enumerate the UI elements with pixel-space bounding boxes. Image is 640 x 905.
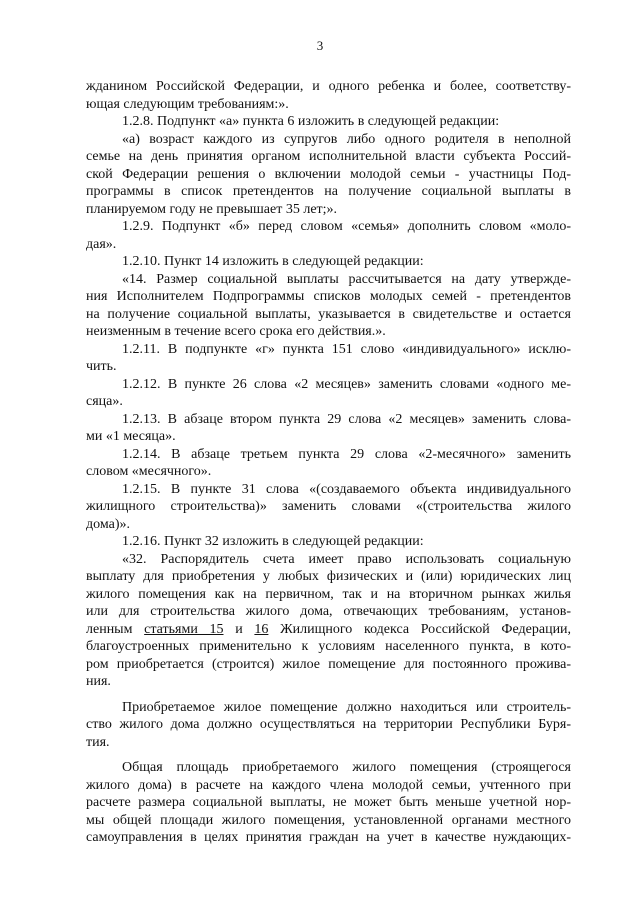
text-line: программы в список претендентов на получение социальной выплаты в [86, 184, 571, 199]
text-fragment: ленным [86, 621, 133, 637]
text-line: ния Исполнителем Подпрограммы списков молодых семей - претендентов [86, 289, 571, 304]
document-body [86, 78, 571, 847]
text-line: дая». [86, 236, 117, 252]
text-line: жилого дома) в расчете на каждого члена молодой семьи, учтенного при [86, 777, 571, 793]
text-line: выплату для приобретения у любых физических и (или) юридических лиц [86, 569, 571, 584]
text-line: 1.2.11. В подпункте «г» пункта 151 слово «индивидуального» исклю- [122, 341, 571, 357]
text-line: семье на день принятия органом исполнительной власти субъекта Россий- [86, 149, 571, 164]
text-line: чить. [86, 359, 117, 374]
text-line: ми «1 месяца». [86, 429, 176, 444]
text-fragment: и [235, 621, 243, 637]
text-line: планируемом году не превышает 35 лет;». [86, 201, 338, 217]
text-line: благоустроенных применительно к условиям населенного пункта, в кото- [86, 639, 571, 654]
text-line: 1.2.16. Пункт 32 изложить в следующей редакции: [122, 534, 424, 549]
text-line: сяца». [86, 394, 123, 409]
text-line: 1.2.9. Подпункт «б» перед словом «семья» дополнить словом «моло- [122, 219, 571, 234]
text-line: 1.2.14. В абзаце третьем пункта 29 слова «2-месячного» заменить [122, 446, 571, 462]
text-line: Приобретаемое жилое помещение должно находиться или строитель- [122, 699, 571, 715]
text-line: жданином Российской Федерации, и одного ребенка и более, соответству- [86, 79, 571, 94]
text-line: «а) возраст каждого из супругов либо одного родителя в неполной [122, 131, 571, 147]
text-fragment: Жилищного кодекса Российской Федерации, [280, 621, 572, 637]
text-line: неизменным в течение всего срока его действия.». [86, 324, 386, 339]
text-line: словом «месячного». [86, 464, 212, 479]
text-line: 1.2.12. В пункте 26 слова «2 месяцев» заменить словами «одного ме- [122, 376, 571, 392]
text-line-with-links [86, 621, 571, 639]
text-line: самоуправления в целях принятия граждан на учет в качестве нуждающих- [86, 830, 571, 845]
text-line: 1.2.8. Подпункт «а» пункта 6 изложить в следующей редакции: [122, 114, 500, 129]
text-line: тия. [86, 734, 110, 750]
text-line: или для строительства жилого дома, отвечающих требованиям, установ- [86, 604, 571, 619]
text-line: 1.2.15. В пункте 31 слова «(создаваемого объекта индивидуального [122, 481, 571, 497]
text-line: ство жилого дома должно осуществляться на территории Республики Буря- [86, 717, 571, 732]
text-line: ром приобретается (строится) жилое помещение для постоянного прожива- [86, 656, 571, 672]
text-line: жилого помещения как на первичном, так и на вторичном рынках жилья [86, 586, 571, 602]
text-line: «14. Размер социальной выплаты рассчитывается на дату утвержде- [122, 271, 571, 287]
text-line: «32. Распорядитель счета имеет право использовать социальную [122, 551, 571, 567]
text-line: 1.2.13. В абзаце втором пункта 29 слова «2 месяцев» заменить слова- [122, 411, 571, 427]
text-line: на получение социальной выплаты, указывается в свидетельстве и остается [86, 306, 571, 322]
text-line: ской Федерации решения о включении молодой семьи - участницы Под- [86, 166, 571, 182]
link-statyami-15[interactable]: статьями 15 [144, 621, 224, 637]
text-line: ния. [86, 674, 111, 689]
text-line: дома)». [86, 516, 130, 532]
text-line: жилищного строительства)» заменить словами «(строительства жилого [86, 499, 571, 514]
text-line: расчете размера социальной выплаты, не может быть меньше учетной нор- [86, 795, 571, 810]
text-line: мы общей площади жилого помещения, установленной органами местного [86, 812, 571, 828]
text-line: 1.2.10. Пункт 14 изложить в следующей редакции: [122, 254, 424, 269]
text-line: ющая следующим требованиям:». [86, 96, 289, 112]
page-number: 3 [316, 38, 324, 53]
link-statya-16[interactable]: 16 [254, 621, 269, 637]
text-line: Общая площадь приобретаемого жилого помещения (строящегося [122, 760, 571, 775]
